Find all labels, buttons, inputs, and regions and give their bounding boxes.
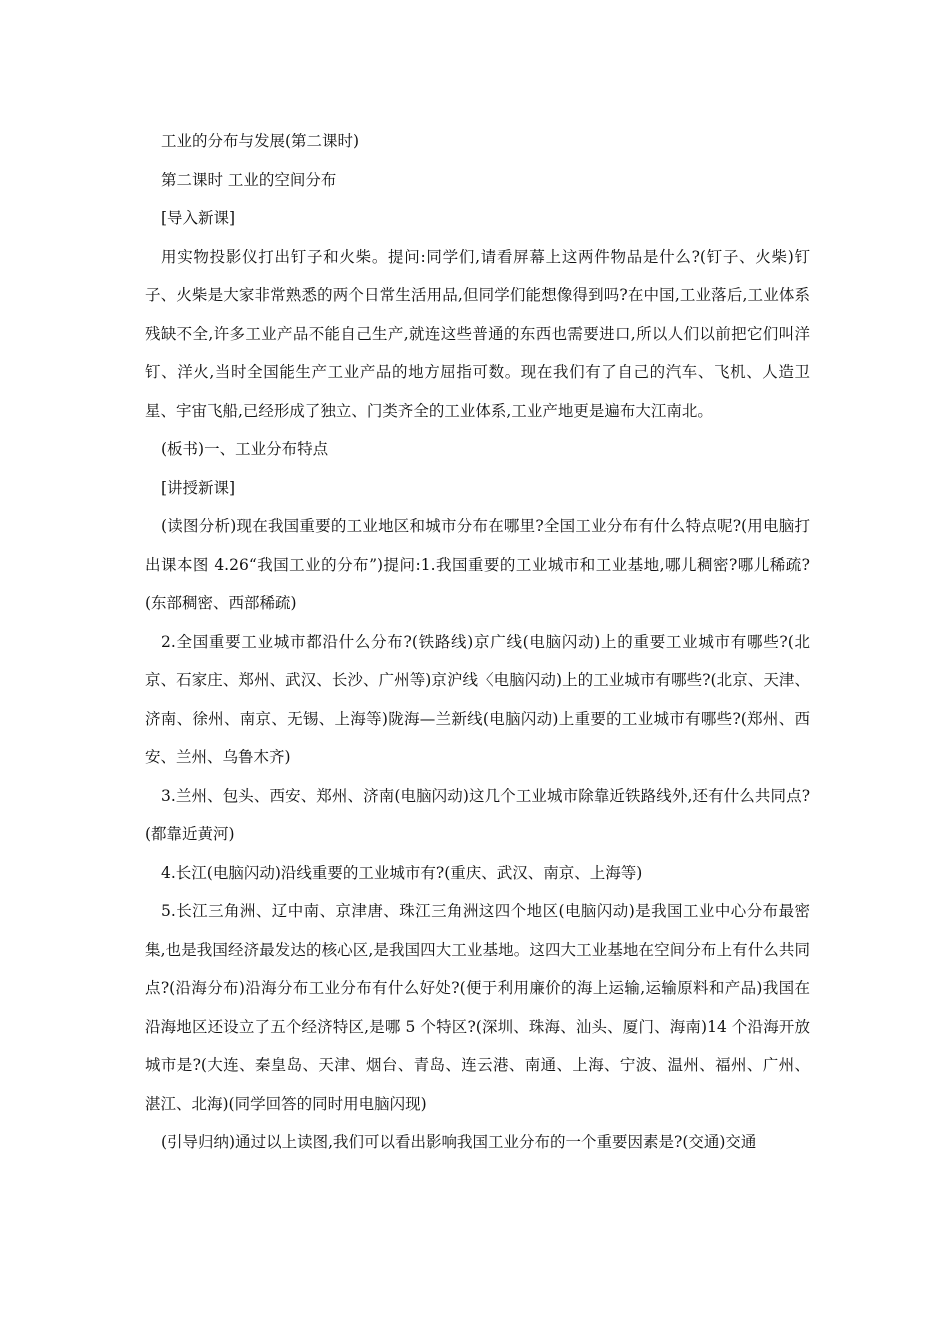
section-intro-heading: [导入新课] [161,209,236,227]
summary-paragraph: (引导归纳)通过以上读图,我们可以看出影响我国工业分布的一个重要因素是?(交通)交通 [161,1133,757,1151]
question-5-paragraph: 5.长江三角洲、辽中南、京津唐、珠江三角洲这四个地区(电脑闪动)是我国工业中心分布最密集,也是我国经济最发达的核心区,是我国四大工业基地。这四大工业基地在空间分布上有什么共同点?(沿海分布)沿海分布工业分布有什么好处?(便于利用廉价的海上运输,运输原料和产品)我国在沿海地区还设立了五个经济特区,是哪 5 个特区?(深圳、珠海、汕头、厦门、海南)14 个沿海开放城市是?(大连、秦皇岛、天津、烟台、青岛、连云港、南通、上海、宁波、温州、福州、广州、湛江、北海)(同学回答的同时用电脑闪现) [145,902,810,1113]
lesson-title: 工业的分布与发展(第二课时) [161,132,360,150]
question-3-paragraph: 3.兰州、包头、西安、郑州、济南(电脑闪动)这几个工业城市除靠近铁路线外,还有什么共同点?(都靠近黄河) [145,786,810,843]
document-body [145,122,810,1162]
lesson-subtitle: 第二课时 工业的空间分布 [161,170,337,189]
map-analysis-paragraph: (读图分析)现在我国重要的工业地区和城市分布在哪里?全国工业分布有什么特点呢?(用电脑打出课本图 4.26“我国工业的分布”)提问:1.我国重要的工业城市和工业基地,哪儿稠密?哪儿稀疏?(东部稠密、西部稀疏) [145,517,810,612]
question-4-paragraph: 4.长江(电脑闪动)沿线重要的工业城市有?(重庆、武汉、南京、上海等) [161,863,643,882]
board-note-heading: (板书)一、工业分布特点 [161,440,329,458]
section-new-lesson-heading: [讲授新课] [161,478,236,497]
question-2-paragraph: 2.全国重要工业城市都沿什么分布?(铁路线)京广线(电脑闪动)上的重要工业城市有哪些?(北京、石家庄、郑州、武汉、长沙、广州等)京沪线〈电脑闪动)上的工业城市有哪些?(北京、天津、济南、徐州、南京、无锡、上海等)陇海—兰新线(电脑闪动)上重要的工业城市有哪些?(郑州、西安、兰州、乌鲁木齐) [145,632,810,766]
intro-paragraph: 用实物投影仪打出钉子和火柴。提问:同学们,请看屏幕上这两件物品是什么?(钉子、火柴)钉子、火柴是大家非常熟悉的两个日常生活用品,但同学们能想像得到吗?在中国,工业落后,工业体系残缺不全,许多工业产品不能自己生产,就连这些普通的东西也需要进口,所以人们以前把它们叫洋钉、洋火,当时全国能生产工业产品的地方屈指可数。现在我们有了自己的汽车、飞机、人造卫星、宇宙飞船,已经形成了独立、门类齐全的工业体系,工业产地更是遍布大江南北。 [145,247,810,420]
